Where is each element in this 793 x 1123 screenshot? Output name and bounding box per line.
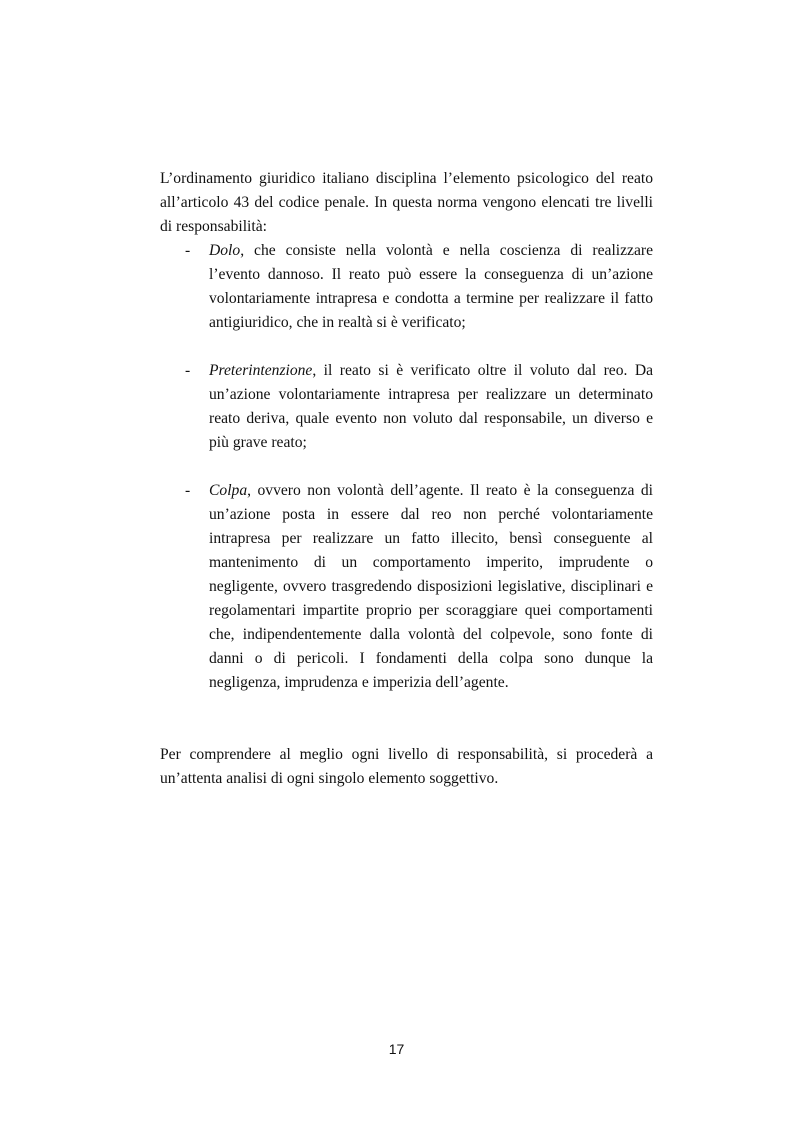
page-number: 17 (388, 1041, 405, 1057)
list-item-colpa (160, 479, 653, 695)
list-item-preterintenzione (160, 359, 653, 455)
responsibility-list (160, 239, 653, 695)
list-marker: - (185, 242, 191, 259)
term-dolo: Dolo (209, 242, 241, 259)
closing-paragraph: Per comprendere al meglio ogni livello di responsabilità, si procederà a un’attenta analisi di ogni singolo elemento soggettivo. (160, 746, 653, 787)
definition-preterintenzione: , il reato si è verificato oltre il voluto dal reo. Da un’azione volontariamente intrapresa per realizzare un determinato reato deriva, quale evento non voluto dal responsabile, un diverso e più grave reato; (209, 362, 653, 451)
definition-colpa: , ovvero non volontà dell’agente. Il reato è la conseguenza di un’azione posta in essere dal reo non perché volontariamente intrapresa per realizzare un fatto illecito, bensì conseguente al mantenimento di un comportamento imperito, imprudente o negligente, ovvero trasgredendo disposizioni legislative, disciplinari e regolamentari impartite proprio per scoraggiare quei comportamenti che, indipendentemente dalla volontà del colpevole, sono fonte di danni o di pericoli. I fondamenti della colpa sono dunque la negligenza, imprudenza e imperizia dell’agente. (209, 482, 653, 691)
list-marker: - (185, 482, 191, 499)
list-item-dolo (160, 239, 653, 335)
page-body (160, 167, 653, 791)
definition-dolo: , che consiste nella volontà e nella coscienza di realizzare l’evento dannoso. Il reato può essere la conseguenza di un’azione volontariamente intrapresa e condotta a termine per realizzare il fatto antigiuridico, che in realtà si è verificato; (209, 242, 653, 331)
list-marker: - (185, 362, 191, 379)
term-preterintenzione: Preterintenzione (209, 362, 313, 379)
intro-paragraph: L’ordinamento giuridico italiano disciplina l’elemento psicologico del reato all’articolo 43 del codice penale. In questa norma vengono elencati tre livelli di responsabilità: (160, 170, 653, 235)
term-colpa: Colpa (209, 482, 248, 499)
